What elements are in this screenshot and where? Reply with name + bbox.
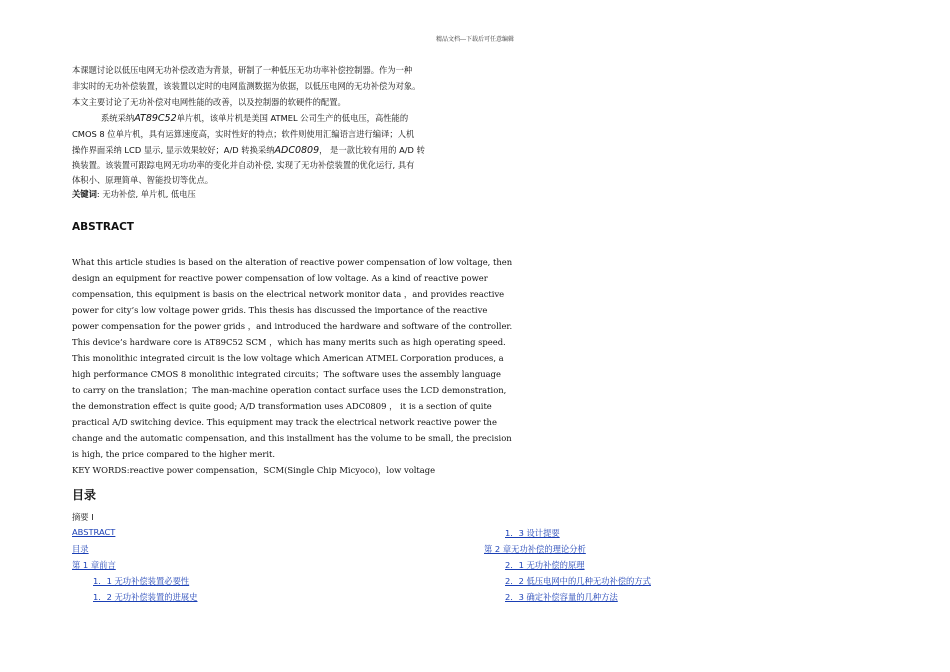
en-abstract-line: design an equipment for reactive power compensation of low voltage. As a kind of reactive power [72, 273, 488, 283]
en-abstract-line: change and the automatic compensation, and this installment has the volume to be small, the precision [72, 433, 512, 443]
cn-abstract-para2-line4: 换装置。该装置可跟踪电网无功功率的变化并自动补偿, 实现了无功补偿装置的优化运行, 具有 [72, 160, 415, 170]
toc-link-section-2-3[interactable]: 2．3 确定补偿容量的几种方法 [505, 592, 618, 602]
keywords-text: : 无功补偿, 单片机, 低电压 [96, 189, 196, 199]
toc-link-section-1-1[interactable]: 1．1 无功补偿装置必要性 [93, 576, 190, 586]
toc-link-section-1-2[interactable]: 1．2 无功补偿装置的进展史 [93, 592, 198, 602]
cn-text: 单片机，该单片机是美国 ATMEL 公司生产的低电压，高性能的 [176, 113, 409, 123]
toc-link-section-1-3[interactable]: 1．3 设计提要 [505, 528, 560, 538]
en-abstract-line: compensation, this equipment is basis on the electrical network monitor data ，and provides reactive [72, 289, 505, 299]
chip-name: AT89C52 [134, 113, 177, 124]
en-abstract-line: to carry on the translation；The man-machine operation contact surface uses the LCD demonstration, [72, 385, 507, 395]
keywords-label: 关键词 [72, 189, 97, 199]
cn-abstract-para2-line1 [101, 110, 408, 127]
en-abstract-line: is high, the price compared to the higher merit. [72, 449, 276, 459]
toc-item-abstract-cn: 摘要 I [72, 512, 94, 522]
cn-abstract-line: 本文主要讨论了无功补偿对电网性能的改善，以及控制器的软硬件的配置。 [72, 97, 346, 107]
abstract-heading: ABSTRACT [72, 221, 134, 233]
cn-text: ， 是一款比较有用的 A/D 转 [319, 145, 425, 155]
en-abstract-line: practical A/D switching device. This equipment may track the electrical network reactive power the [72, 417, 497, 427]
cn-text: 系统采纳 [101, 113, 135, 123]
cn-abstract-line: 本课题讨论以低压电网无功补偿改造为背景，研制了一种低压无功功率补偿控制器。作为一种 [72, 65, 413, 75]
cn-text: 操作界面采纳 LCD 显示, 显示效果较好；A/D 转换采纳 [72, 145, 275, 155]
en-keywords: KEY WORDS:reactive power compensation，SCM(Single Chip Micyoco)，low voltage [72, 465, 436, 475]
en-abstract-line: high performance CMOS 8 monolithic integrated circuits；The software uses the assembly language [72, 369, 501, 379]
toc-link-abstract[interactable]: ABSTRACT [72, 527, 116, 537]
en-abstract-line: power for city’s low voltage power grids. This thesis has discussed the importance of the reactive [72, 305, 488, 315]
toc-link-section-2-2[interactable]: 2．2 低压电网中的几种无功补偿的方式 [505, 576, 651, 586]
en-abstract-line: the demonstration effect is quite good; A/D transformation uses ADC0809 ， it is a section of quite [72, 401, 492, 411]
cn-abstract-para2-line2: CMOS 8 位单片机，具有运算速度高，实时性好的特点；软件则使用汇编语言进行编译；人机 [72, 129, 415, 139]
toc-link-chapter-1[interactable]: 第 1 章前言 [72, 560, 116, 570]
en-abstract-line: What this article studies is based on the alteration of reactive power compensation of low voltage, then [72, 257, 513, 267]
toc-link-contents[interactable]: 目录 [72, 544, 89, 554]
cn-abstract-para2-line5: 体积小、原理简单、智能投切等优点。 [72, 175, 214, 185]
page-header: 精品文档---下载后可任意编辑 [435, 36, 515, 43]
cn-keywords [72, 186, 196, 202]
chip-name: ADC0809 [274, 145, 320, 156]
toc-link-section-2-1[interactable]: 2．1 无功补偿的原理 [505, 560, 585, 570]
en-abstract-line: power compensation for the power grids ，and introduced the hardware and software of the controller. [72, 321, 513, 331]
toc-link-chapter-2[interactable]: 第 2 章无功补偿的理论分析 [484, 544, 586, 554]
en-abstract-line: This device’s hardware core is AT89C52 SCM ，which has many merits such as high operating speed. [72, 337, 506, 347]
cn-abstract-line: 非实时的无功补偿装置，该装置以定时的电网监测数据为依据，以低压电网的无功补偿为对象。 [72, 81, 421, 91]
toc-heading: 目录 [72, 488, 97, 502]
en-abstract-line: This monolithic integrated circuit is the low voltage which American ATMEL Corporation produces, a [72, 353, 504, 363]
